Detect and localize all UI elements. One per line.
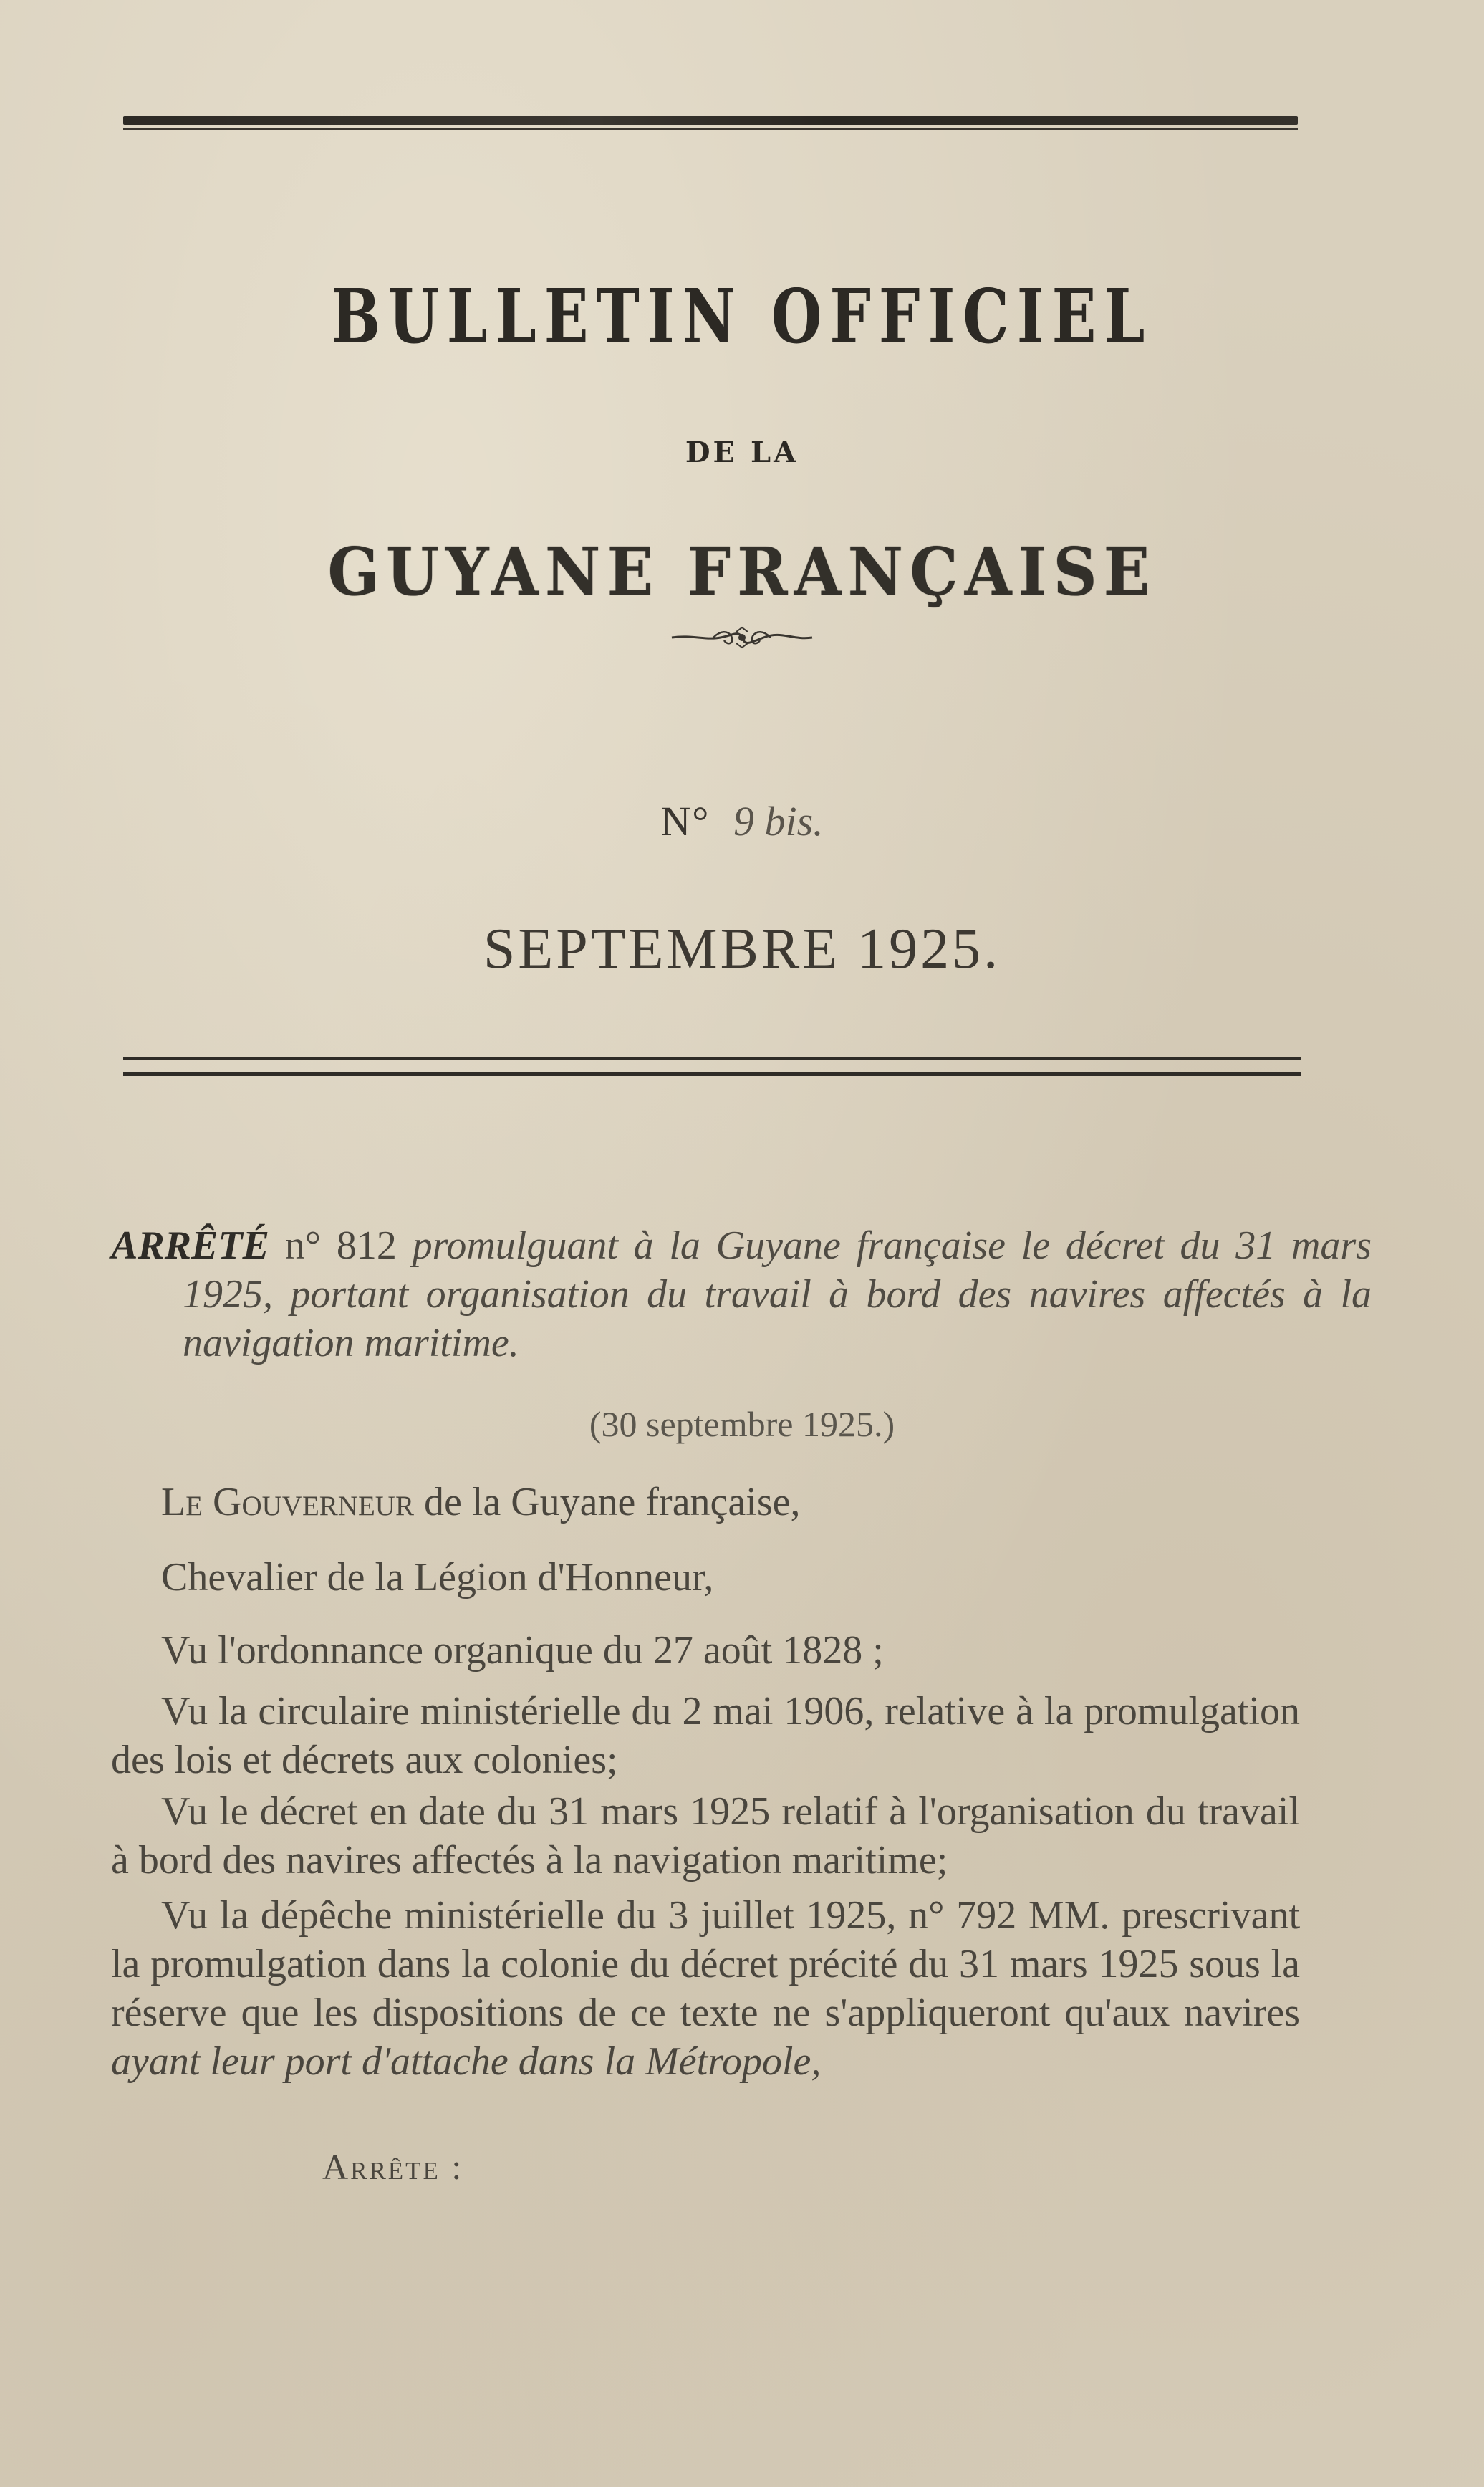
arrete-heading-number: n° 812 xyxy=(284,1223,397,1268)
governor-prefix: Le Gouverneur xyxy=(161,1480,414,1524)
arrete-date: (30 septembre 1925.) xyxy=(589,1404,895,1444)
governor-rest: de la Guyane française, xyxy=(423,1480,801,1524)
considerant-4-main: Vu la dépêche ministérielle du 3 juillet 1925, n° 792 MM. prescrivant la promulgation dans la colonie du décret précité du 31 mars 1925 sous la réserve que les dispositions de ce texte ne s'appliqueront qu'aux navires xyxy=(111,1893,1300,2035)
considerant-4 xyxy=(111,1891,1300,2086)
issue-number-value: 9 bis. xyxy=(733,798,824,845)
mid-rule-bottom xyxy=(123,1072,1301,1076)
top-rule-thick xyxy=(123,116,1298,125)
issue-number xyxy=(0,798,1484,845)
issue-date: SEPTEMBRE 1925. xyxy=(483,918,1001,981)
considerant-2: Vu la circulaire ministérielle du 2 mai 1906, relative à la promulgation des lois et décrets aux colonies; xyxy=(111,1689,1300,1782)
considerant-3: Vu le décret en date du 31 mars 1925 relatif à l'organisation du travail à bord des navires affectés à la navigation maritime; xyxy=(111,1789,1300,1882)
ornament-flourish-icon xyxy=(670,625,814,650)
arrete-heading-rest: promulguant à la Guyane française le décret du 31 mars 1925, portant organisation du travail à bord des navires affectés à la navigation maritime. xyxy=(183,1223,1372,1365)
title-connector: DE LA xyxy=(685,436,799,469)
governor-line xyxy=(161,1478,800,1526)
guyane-title: GUYANE FRANÇAISE xyxy=(327,533,1157,610)
issue-number-symbol: N° xyxy=(660,798,710,845)
top-rule-thin xyxy=(123,128,1298,130)
mid-rule-top xyxy=(123,1057,1301,1060)
arrete-closing: Arrête : xyxy=(322,2147,464,2187)
bulletin-title: BULLETIN OFFICIEL xyxy=(331,272,1153,360)
top-double-rule xyxy=(123,116,1298,135)
chevalier-line: Chevalier de la Légion d'Honneur, xyxy=(161,1555,714,1600)
considerant-4-italic: ayant leur port d'attache dans la Métropole, xyxy=(111,2039,822,2084)
considerant-1: Vu l'ordonnance organique du 27 août 1828 ; xyxy=(161,1628,884,1673)
arrete-heading-lead: ARRÊTÉ xyxy=(111,1223,269,1268)
arrete-heading xyxy=(111,1221,1372,1367)
middle-double-rule xyxy=(123,1057,1301,1079)
